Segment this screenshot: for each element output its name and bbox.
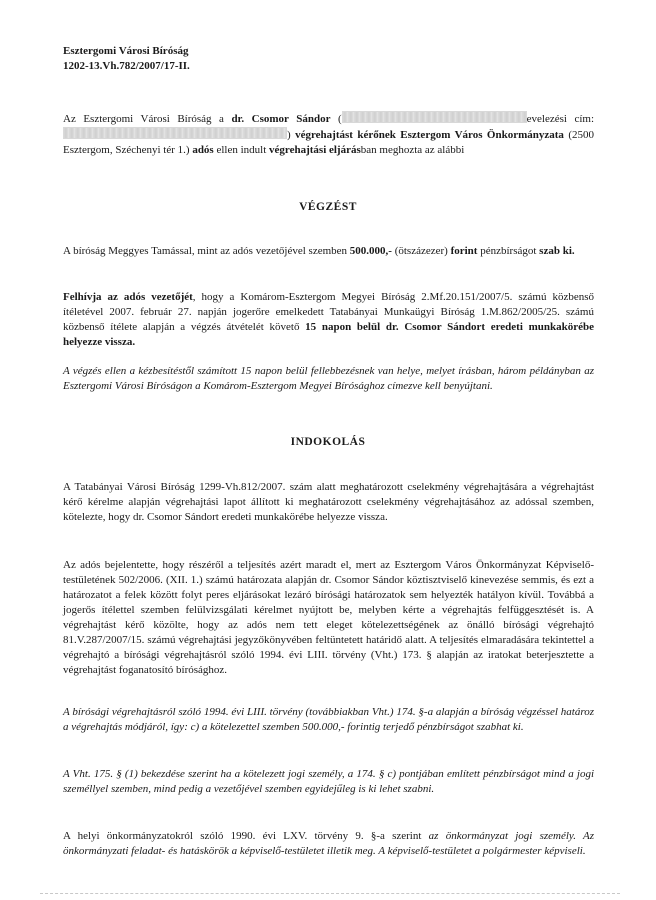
- page-edge-line: [40, 893, 620, 894]
- court-name: Esztergomi Városi Bíróság: [63, 45, 189, 57]
- fine-paragraph: A bíróság Meggyes Tamással, mint az adós vezetőjével szemben 500.000,- (ötszázezer) forint pénzbírságot szab ki.: [63, 245, 575, 257]
- legal-quote-2: A Vht. 175. § (1) bekezdése szerint ha a kötelezett jogi személy, a 174. § c) pontjában említett pénzbírságot mind a jogi személlyel szemben, mind pedig a vezetőjével szemben egyidejűleg is ki lehet szabni.: [63, 768, 594, 795]
- reasoning-paragraph-3: A helyi önkormányzatokról szóló 1990. évi LXV. törvény 9. §-a szerint az önkormányzat jogi személy. Az önkormányzati feladat- és hatáskörök a képviselő-testületet illetik meg. A képviselő-testületet a polgármester képviseli.: [63, 830, 594, 857]
- legal-quote-1: A bírósági végrehajtásról szóló 1994. évi LIII. törvény (továbbiakban Vht.) 174. §-a alapján a bíróság végzéssel határoz a végrehajtás módjáról, így: c) a kötelezettel szemben 500.000,- forintig terjedő pénzbírságot szabhat ki.: [63, 706, 594, 733]
- intro-paragraph: Az Esztergomi Városi Bíróság a dr. Csomor Sándor ( evelezési cím: ) végrehajtást kérőnek Esztergom Város Önkormányzata (2500 Esztergom, Széchenyi tér 1.) adós ellen indult végrehajtási eljárásban meghozta az alábbi: [63, 113, 595, 156]
- reasoning-title: INDOKOLÁS: [290, 436, 366, 448]
- redacted-address: [63, 127, 287, 139]
- redacted-address: [342, 111, 527, 123]
- petitioner-name: dr. Csomor Sándor: [231, 113, 331, 125]
- order-paragraph: Felhívja az adós vezetőjét, hogy a Komárom-Esztergom Megyei Bíróság 2.Mf.20.151/2007/5. számú közbenső ítéletével 2007. február 27. napján jogerőre emelkedett Tatabányai Munkaügyi Bíróság 1.M.862/2005/25. számú közbenső ítélete alapján a végzés átvételét követő 15 napon belül dr. Csomor Sándort eredeti munkakörébe helyezze vissza.: [63, 291, 594, 348]
- court-header: [63, 44, 190, 74]
- decision-title: VÉGZÉST: [299, 201, 357, 213]
- reasoning-paragraph-2: Az adós bejelentette, hogy részéről a teljesítés azért maradt el, mert az Esztergom Város Önkormányzat Képviselő-testületének 502/2006. (XII. 1.) számú határozata alapján dr. Csomor Sándor köztisztviselő kinevezése semmis, és ezt a határozatot a felek között folyt peres eljárásokat lezáró bírósági határozatok sem helyezték hatályon kívül. Továbbá a jogerős ítélettel szemben felülvizsgálati kérelmet nyújtott be, melyben kérte a végrehajtás felfüggesztését is. A végrehajtást kérő közölte, hogy az adós nem tett eleget kötelezettségének az önálló bírósági végrehajtó 81.V.287/2007/15. számú végrehajtási jegyzőkönyvében feltüntetett határidő alatt. A teljesítés elmaradására tekintettel a végrehajtó a bírósági végrehajtásról szóló 1994. évi LIII. törvény (Vht.) 173. § alapján az iratokat beterjesztette a végrehajtást foganatosító bírósághoz.: [63, 559, 594, 676]
- appeal-notice: A végzés ellen a kézbesítéstől számított 15 napon belül fellebbezésnek van helye, melyet írásban, három példányban az Esztergomi Városi Bíróságon a Komárom-Esztergom Megyei Bírósághoz címezve kell benyújtani.: [63, 365, 594, 392]
- case-number: 1202-13.Vh.782/2007/17-II.: [63, 60, 190, 72]
- reasoning-paragraph-1: A Tatabányai Városi Bíróság 1299-Vh.812/2007. szám alatt meghatározott cselekmény végrehajtására a végrehajtást kérő kérelme alapján végrehajtási lapot állított ki meghatározott cselekmény végrehajtásához az adóssal szemben, kötelezte, hogy dr. Csomor Sándort eredeti munkakörébe helyezze vissza.: [63, 481, 594, 523]
